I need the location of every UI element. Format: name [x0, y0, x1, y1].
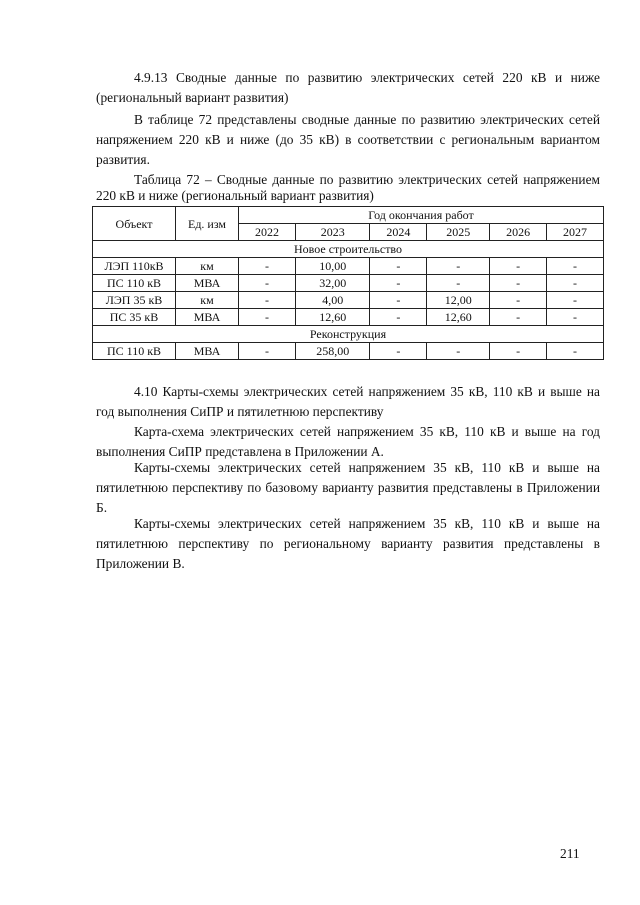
cell-value: - — [490, 343, 547, 360]
table-row — [93, 343, 604, 360]
cell-value: - — [547, 309, 604, 326]
header-year: 2025 — [427, 224, 490, 241]
cell-value: 4,00 — [295, 292, 370, 309]
cell-value: - — [547, 258, 604, 275]
cell-unit: МВА — [176, 275, 239, 292]
cell-object: ПС 110 кВ — [93, 343, 176, 360]
header-object: Объект — [93, 207, 176, 241]
cell-value: - — [239, 258, 296, 275]
page-number: 211 — [560, 846, 580, 861]
section-heading-4-10: 4.10 Карты-схемы электрических сетей напряжением 35 кВ, 110 кВ и выше на год выполнения СиПР и пятилетнюю перспективу — [96, 384, 600, 419]
table-row — [93, 258, 604, 275]
cell-value: 12,00 — [427, 292, 490, 309]
cell-value: - — [370, 258, 427, 275]
header-unit: Ед. изм — [176, 207, 239, 241]
cell-value: 32,00 — [295, 275, 370, 292]
table-header-row — [93, 207, 604, 224]
cell-value: - — [239, 275, 296, 292]
section-row-new — [93, 241, 604, 258]
cell-object: ЛЭП 35 кВ — [93, 292, 176, 309]
cell-value: 12,60 — [427, 309, 490, 326]
paragraph-appendix-v: Карты-схемы электрических сетей напряжением 35 кВ, 110 кВ и выше на пятилетнюю перспективу по региональному варианту развития представлены в Приложении В. — [96, 516, 600, 571]
header-year: 2023 — [295, 224, 370, 241]
header-year: 2024 — [370, 224, 427, 241]
cell-value: - — [427, 258, 490, 275]
cell-unit: МВА — [176, 309, 239, 326]
cell-value: - — [547, 292, 604, 309]
cell-value: 10,00 — [295, 258, 370, 275]
cell-value: - — [427, 275, 490, 292]
cell-value: - — [547, 343, 604, 360]
paragraph-appendix-b: Карты-схемы электрических сетей напряжением 35 кВ, 110 кВ и выше на пятилетнюю перспективу по базовому варианту развития представлены в Приложении Б. — [96, 460, 600, 515]
table-caption: Таблица 72 – Сводные данные по развитию электрических сетей напряжением 220 кВ и ниже (региональный вариант развития) — [96, 172, 600, 203]
cell-value: - — [370, 275, 427, 292]
cell-value: - — [547, 275, 604, 292]
cell-object: ПС 110 кВ — [93, 275, 176, 292]
table-row — [93, 292, 604, 309]
cell-value: - — [239, 343, 296, 360]
section-new-construction: Новое строительство — [93, 241, 604, 258]
cell-unit: км — [176, 292, 239, 309]
header-year: 2026 — [490, 224, 547, 241]
summary-table — [92, 206, 604, 360]
cell-value: - — [370, 309, 427, 326]
section-row-recon — [93, 326, 604, 343]
paragraph-appendix-a: Карта-схема электрических сетей напряжением 35 кВ, 110 кВ и выше на год выполнения СиПР представлена в Приложении А. — [96, 424, 600, 459]
cell-value: - — [490, 292, 547, 309]
section-heading-4-9-13: 4.9.13 Сводные данные по развитию электрических сетей 220 кВ и ниже (региональный вариант развития) — [96, 70, 600, 105]
header-year: 2027 — [547, 224, 604, 241]
cell-value: - — [490, 258, 547, 275]
intro-paragraph: В таблице 72 представлены сводные данные по развитию электрических сетей напряжением 220 кВ и ниже (до 35 кВ) в соответствии с региональным вариантом развития. — [96, 112, 600, 167]
cell-unit: км — [176, 258, 239, 275]
cell-value: - — [239, 309, 296, 326]
cell-unit: МВА — [176, 343, 239, 360]
header-years-group: Год окончания работ — [239, 207, 604, 224]
cell-value: - — [239, 292, 296, 309]
header-year: 2022 — [239, 224, 296, 241]
cell-value: - — [370, 292, 427, 309]
cell-value: 12,60 — [295, 309, 370, 326]
cell-value: - — [490, 275, 547, 292]
cell-value: - — [490, 309, 547, 326]
cell-object: ЛЭП 110кВ — [93, 258, 176, 275]
section-reconstruction: Реконструкция — [93, 326, 604, 343]
cell-value: - — [427, 343, 490, 360]
table-row — [93, 275, 604, 292]
cell-value: - — [370, 343, 427, 360]
cell-object: ПС 35 кВ — [93, 309, 176, 326]
cell-value: 258,00 — [295, 343, 370, 360]
table-row — [93, 309, 604, 326]
